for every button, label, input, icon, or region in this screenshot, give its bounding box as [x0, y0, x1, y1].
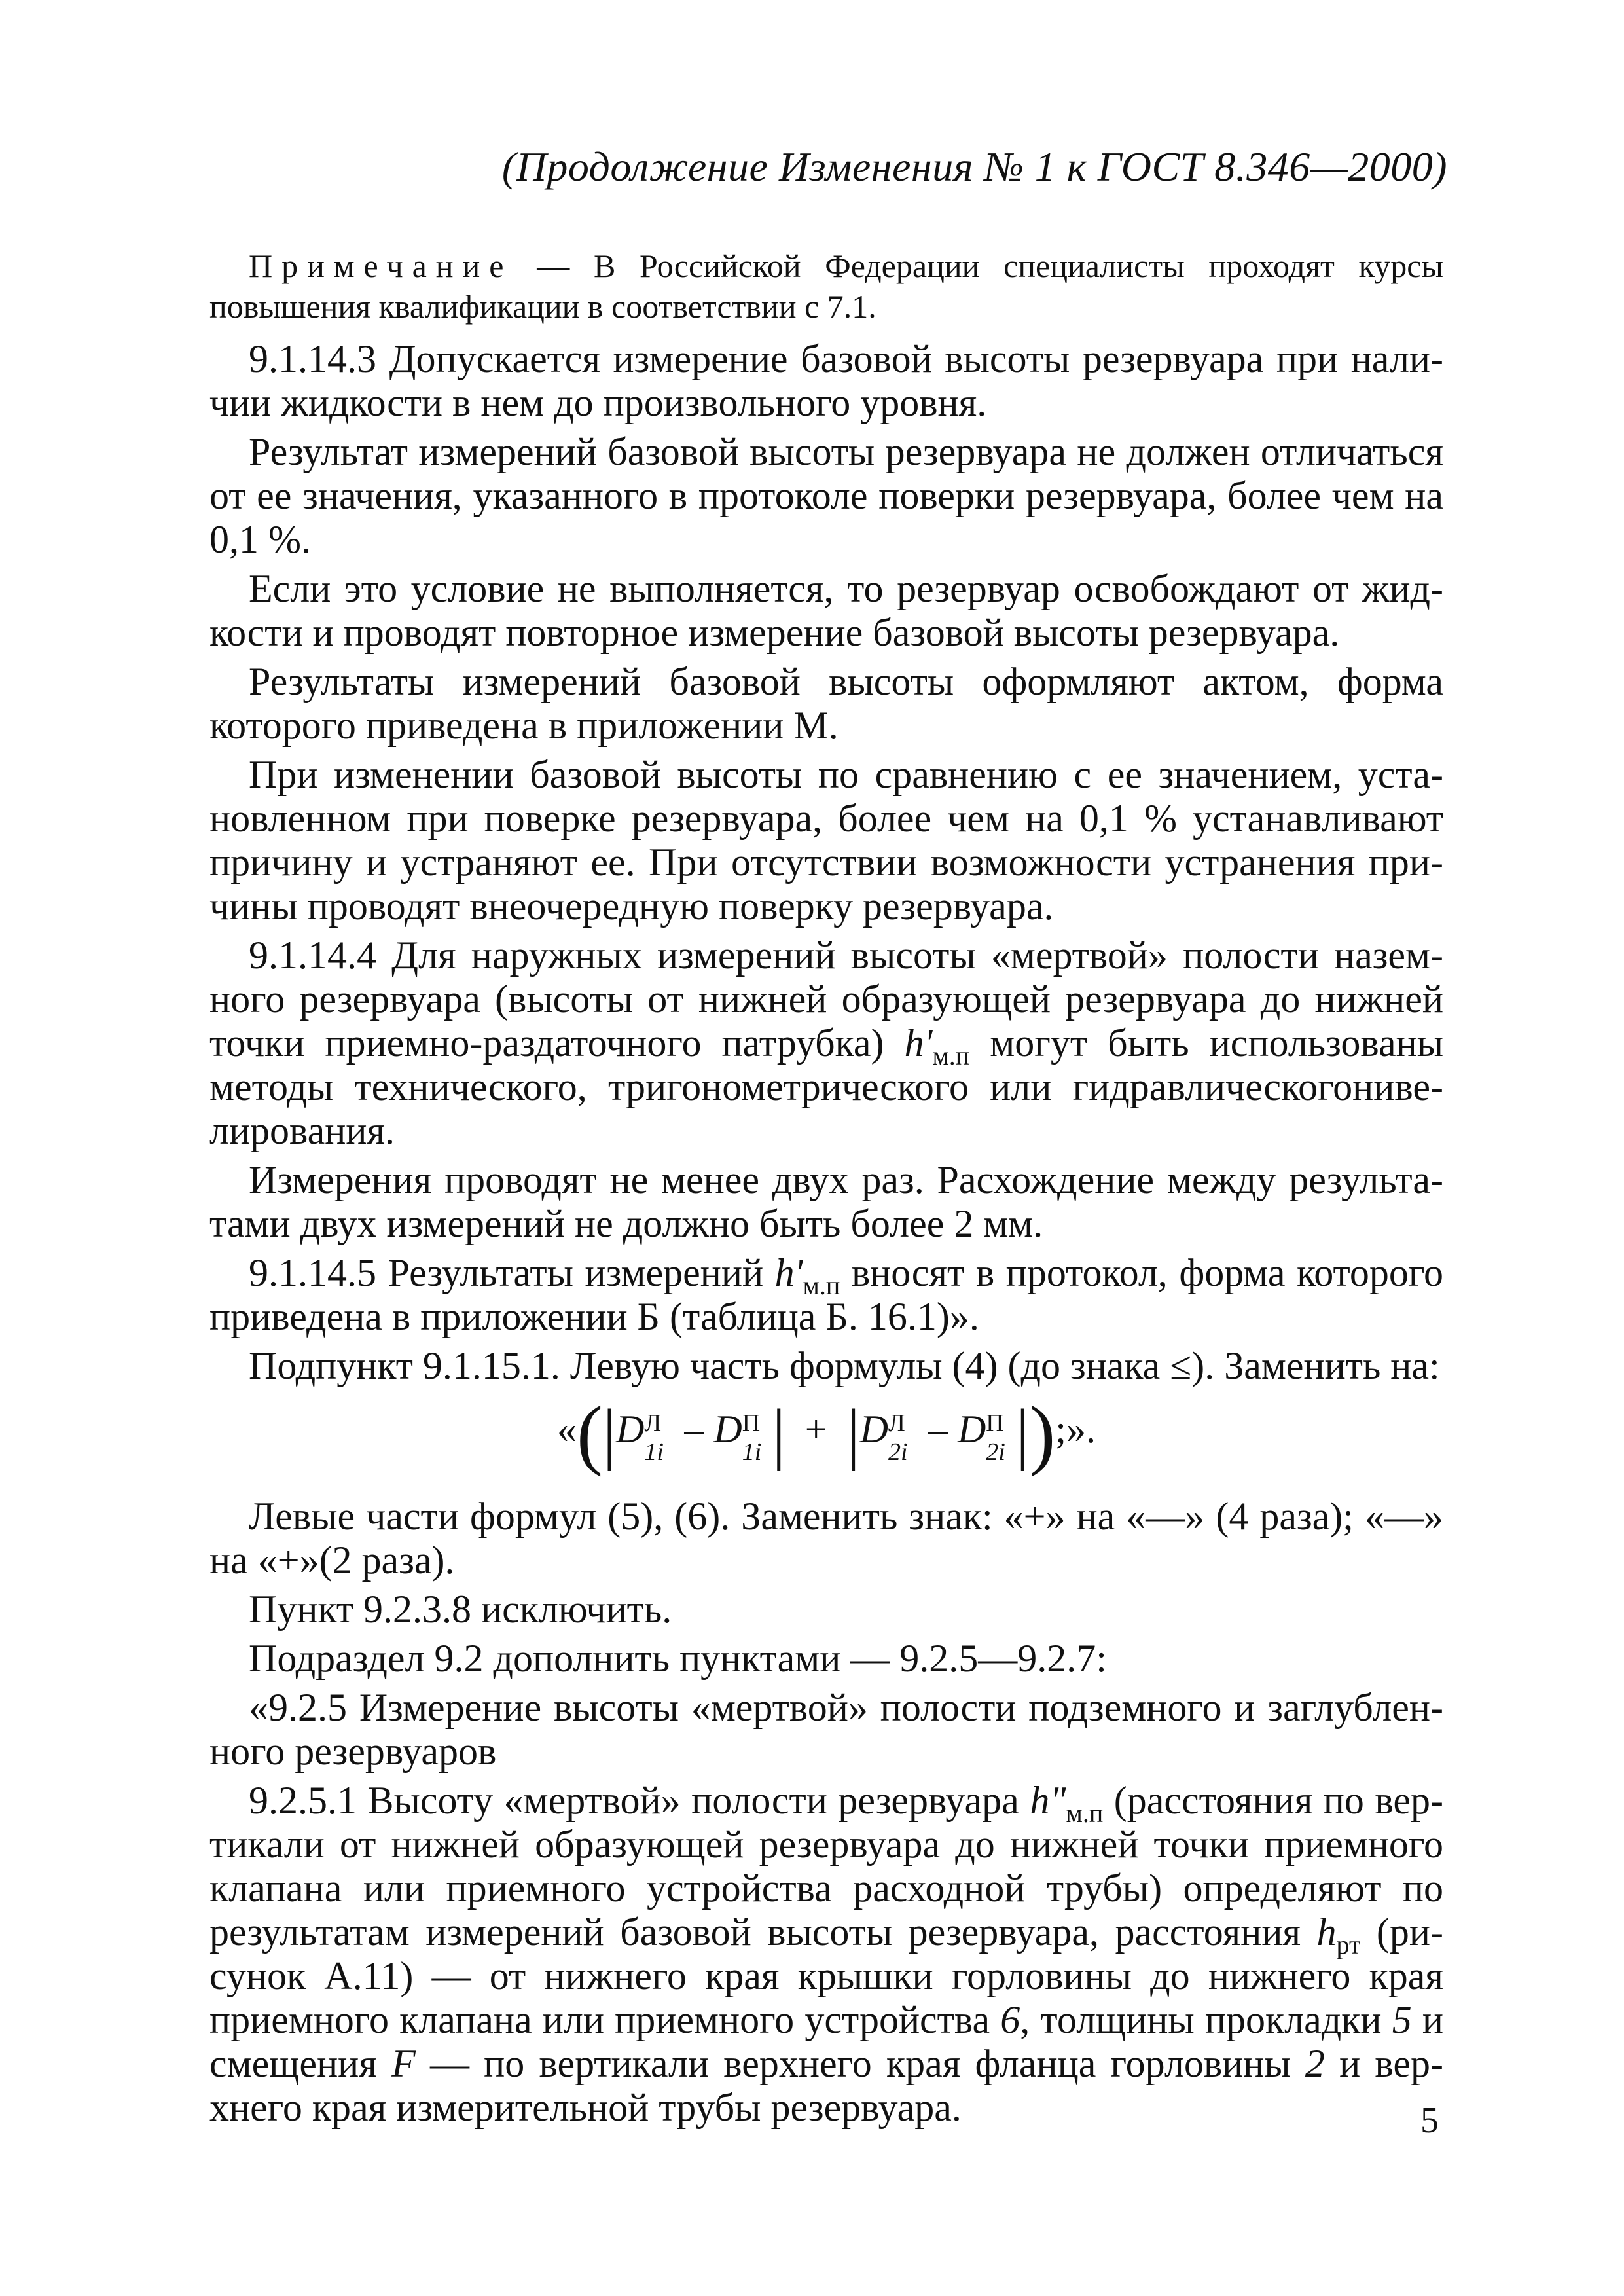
body-text	[209, 246, 1443, 2135]
paragraph-subsection-9-2: Подраздел 9.2 дополнить пунктами — 9.2.5—9.2.7:	[249, 1636, 1107, 1680]
symbol-h-double-prime: h"	[1030, 1778, 1066, 1822]
symbol-h-rt: h	[1316, 1910, 1337, 1954]
formula-4-left-part: «(|D Л 1i – D П 1i | + |D Л 2i – D П 2i |);».	[557, 1389, 1096, 1477]
paragraph-condition: Если это условие не выполняется, то резервуар освобождают от жидкости и проводят повторное измерение базовой высоты резервуара.	[209, 567, 1443, 654]
symbol-h-prime: h'	[774, 1251, 803, 1294]
paragraph-9-1-14-5: 9.1.14.5 Результаты измерений $h'_{м.п}$ вносят в протокол, форма которого приведена в приложении Б (таблица Б. 16.1)».	[209, 1251, 1443, 1338]
paragraph-9-1-14-3: 9.1.14.3 Допускается измерение базовой высоты резервуара при наличии жидкости в нем до произвольного уровня.	[209, 337, 1443, 424]
paragraph-act: Результаты измерений базовой высоты оформляют актом, форма которого приведена в приложении М.	[209, 660, 1443, 747]
note-text: — В Российской Федерации специалисты проходят курсы повышения квалификации в соответствии с 7.1.	[209, 247, 1443, 325]
paragraph-measurements: Измерения проводят не менее двух раз. Расхождение между результатами двух измерений не должно быть более 2 мм.	[209, 1158, 1443, 1245]
paragraph-formulas-5-6: Левые части формул (5), (6). Заменить знак: «+» на «—» (4 раза); «—» на «+»(2 раза).	[209, 1494, 1443, 1582]
paragraph-exclude-9-2-3-8: Пункт 9.2.3.8 исключить.	[249, 1587, 672, 1631]
paragraph-9-1-14-4: 9.1.14.4 Для наружных измерений высоты «мертвой» полости наземного резервуара (высоты от нижней образующей резервуара до нижней точки приемно-раздаточного патрубка) $h'_{м.п}$ могут быть использованы методы технического, тригонометрического или гидравлическогонивелирования.	[209, 934, 1444, 1152]
note-paragraph	[209, 246, 1443, 327]
paragraph-base-height-change: При изменении базовой высоты по сравнению с ее значением, установленном при поверке резервуара, более чем на 0,1 % устанавливают причину и устраняют ее. При отсутствии возможности устранения причины проводят внеочередную поверку резервуара.	[209, 753, 1443, 928]
note-label: Примечание	[249, 247, 513, 284]
paragraph-result-deviation: Результат измерений базовой высоты резервуара не должен отличаться от ее значения, указанного в протоколе поверки резервуара, более чем на 0,1 %.	[209, 430, 1443, 561]
paragraph-9-2-5-heading: «9.2.5 Измерение высоты «мертвой» полости подземного и заглубленного резервуаров	[209, 1685, 1443, 1773]
paragraph-9-2-5-1: 9.2.5.1 Высоту «мертвой» полости резервуара $h"_{м.п}$ (расстояния по вертикали от нижней образующей резервуара до нижней точки приемного клапана или приемного устройства расходной трубы) определяют по результатам измерений базовой высоты резервуара, расстояния $h_{рт}$ (рисунок А.11) — от нижнего края крышки горловины до нижнего края приемного клапана или приемного устройства 6, толщины прокладки 5 и смещения F — по вертикали верхнего края фланца горловины 2 и верхнего края измерительной трубы резервуара.	[209, 1778, 1444, 2129]
paragraph-subpoint-9-1-15-1: Подпункт 9.1.15.1. Левую часть формулы (4) (до знака ≤). Заменить на:	[249, 1344, 1440, 1387]
symbol-h-prime: h'	[904, 1021, 933, 1065]
page-header: (Продолжение Изменения № 1 к ГОСТ 8.346—2000)	[501, 143, 1447, 190]
page-number: 5	[1420, 2100, 1439, 2141]
